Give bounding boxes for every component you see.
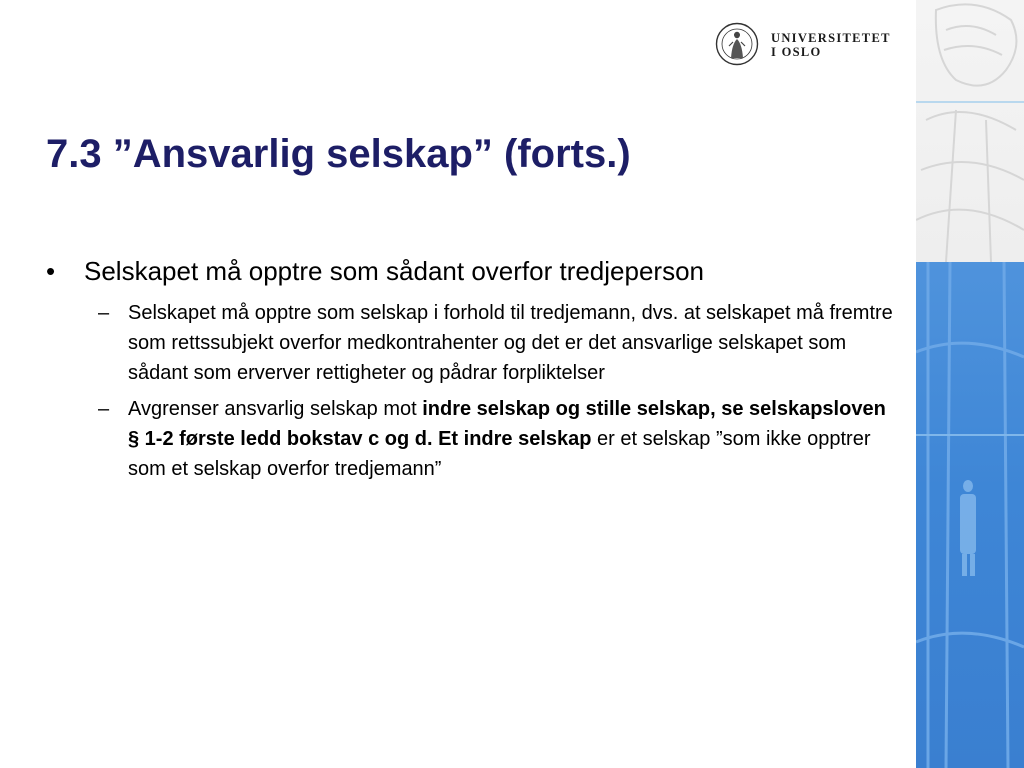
sub-bullet-item [46, 298, 896, 388]
sub-bullet-list [46, 298, 896, 484]
bullet-item [46, 255, 896, 288]
slide-body [46, 255, 896, 490]
dash-bullet-icon: – [98, 398, 110, 420]
university-seal-icon [715, 22, 759, 66]
band-divider-line [916, 434, 1024, 436]
bullet-text: Selskapet må opptre som sådant overfor tredjeperson [84, 256, 705, 286]
sub-bullet-item [46, 394, 896, 484]
sub-bullet-text: Selskapet må opptre som selskap i forhold til tredjemann, dvs. at selskapet må fremtre som rettssubjekt overfor medkontrahenter og det er det ansvarlige selskapet som sådant som erverver rettigheter og pådrar forpliktelser [128, 302, 893, 384]
logo-line-1: UNIVERSITETET [771, 31, 891, 45]
bullet-dot-icon: • [46, 256, 56, 286]
sub-bullet-text-post: er et selskap ”som ikke opptrer som et selskap overfor tredjemann” [128, 428, 871, 480]
sub-bullet-text-pre: Avgrenser ansvarlig selskap mot [128, 398, 423, 420]
sub-bullet-text-bold: indre selskap og stille selskap, se selskapsloven § 1-2 første ledd bokstav c og d. Et indre selskap [128, 398, 886, 450]
decorative-statue-band-top [916, 0, 1024, 262]
statue-sketch-icon [916, 0, 1024, 262]
decorative-statue-band-bottom [916, 262, 1024, 768]
statue-figure-icon [916, 262, 1024, 768]
university-logo [715, 22, 905, 68]
dash-bullet-icon: – [98, 302, 110, 324]
logo-line-2: I OSLO [771, 45, 822, 59]
slide-title: 7.3 ”Ansvarlig selskap” (forts.) [46, 132, 631, 176]
band-divider-line [916, 101, 1024, 103]
